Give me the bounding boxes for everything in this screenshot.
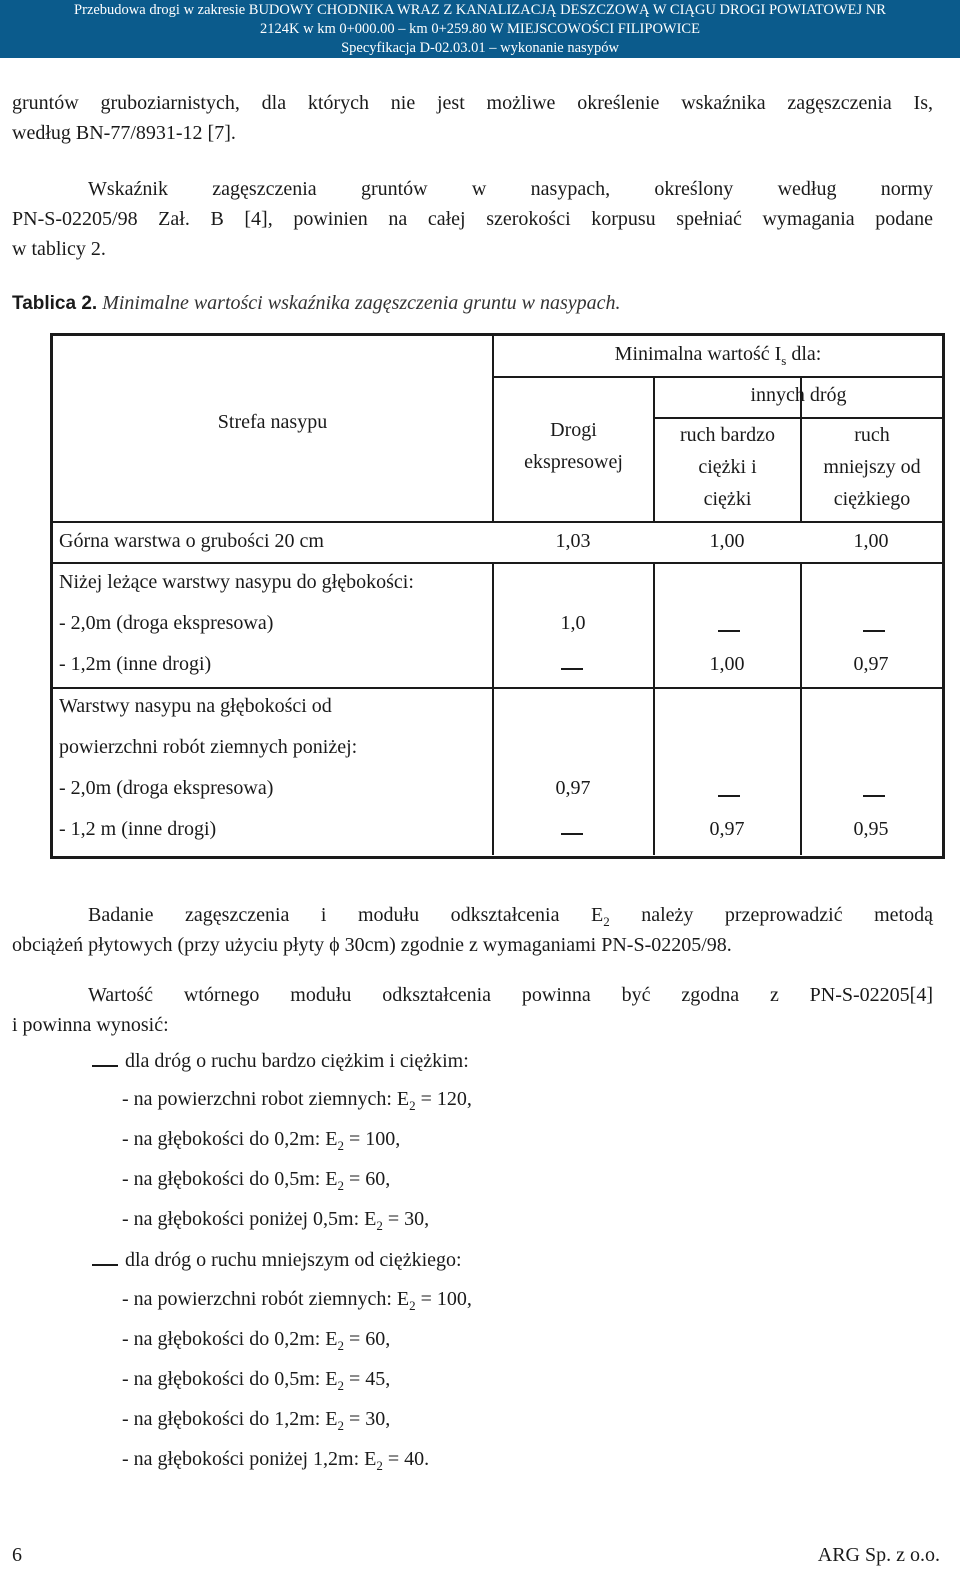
list-item: - na głębokości do 0,5m: $E_2 = 60$, (122, 1168, 391, 1193)
header-light-traffic: ruch mniejszy od ciężkiego (823, 424, 921, 510)
header-zone: Strefa nasypu (217, 411, 328, 433)
list-item: - na głębokości poniżej 1,2m: $E_2 = 40$. (122, 1448, 430, 1473)
para2-line-2: PN-S-02205/98 Zał. B [4], powinien na całej szerokości korpusu spełniać wymagania podane (12, 208, 933, 230)
list-dash (92, 1264, 118, 1266)
row-deep-other-label: - 1,2 m (inne drogi) (59, 818, 217, 840)
intro-line-2: według BN-77/8931-12 [7]. (12, 122, 236, 144)
dash (561, 668, 583, 670)
dash (561, 833, 583, 835)
row-deep-express-label: - 2,0m (droga ekspresowa) (59, 777, 274, 799)
list-item: - na głębokości poniżej 0,5m: $E_2 = 30$, (122, 1208, 430, 1233)
table-caption: Minimalne wartości wskaźnika zagęszczenia gruntu w nasypach. (102, 292, 621, 314)
list-group-heavy: dla dróg o ruchu bardzo ciężkim i ciężkim: (125, 1050, 469, 1072)
table-number: Tablica 2. (12, 293, 98, 314)
row-lower-express-value: 1,0 (560, 612, 586, 634)
row-lower-other-label: - 1,2m (inne drogi) (59, 653, 212, 675)
row-deep-layers-title-1: Warstwy nasypu na głębokości od (59, 695, 332, 717)
document-header (0, 0, 960, 58)
row-lower-express-label: - 2,0m (droga ekspresowa) (59, 612, 274, 634)
list-group-light: dla dróg o ruchu mniejszym od ciężkiego: (125, 1249, 462, 1271)
list-dash (92, 1065, 118, 1067)
header-other-roads: innych dróg (750, 384, 847, 406)
list-item: - na powierzchni robot ziemnych: $E_2 = 120$, (122, 1088, 472, 1113)
list-item: - na głębokości do 0,2m: $E_2 = 100$, (122, 1128, 401, 1153)
row-top-layer-label: Górna warstwa o grubości 20 cm (59, 530, 324, 552)
header-heavy-traffic: ruch bardzo ciężki i ciężki (680, 424, 775, 510)
row-deep-layers-title-2: powierzchni robót ziemnych poniżej: (59, 736, 358, 758)
row-deep-other-heavy: 0,97 (709, 818, 745, 840)
para3-line-1: Badanie zagęszczenia i modułu odkształcenia $E_2$ należy przeprowadzić metodą (88, 904, 933, 929)
para3-line-2: obciążeń płytowych (przy użyciu płyty ϕ 30cm) zgodnie z wymaganiami PN-S-02205/98. (12, 934, 732, 956)
header-express: Drogi ekspresowej (524, 419, 623, 473)
dash (863, 630, 885, 632)
row-top-layer-express: 1,03 (555, 530, 591, 552)
header-line-2: 2124K w km 0+000.00 – km 0+259.80 W MIEJSCOWOŚCI FILIPOWICE (260, 21, 700, 37)
header-min-value: Minimalna wartość $I_s$ dla: (614, 343, 822, 368)
list-item: - na głębokości do 0,2m: $E_2 = 60$, (122, 1328, 391, 1353)
para2-line-1: Wskaźnik zagęszczenia gruntów w nasypach, określony według normy (88, 178, 933, 200)
para4-line-1: Wartość wtórnego modułu odkształcenia powinna być zgodna z PN-S-02205[4] (88, 984, 933, 1006)
row-top-layer-heavy: 1,00 (709, 530, 745, 552)
row-top-layer-light: 1,00 (853, 530, 889, 552)
row-lower-other-light: 0,97 (853, 653, 889, 675)
header-line-3: Specyfikacja D-02.03.01 – wykonanie nasypów (341, 40, 619, 56)
dash (718, 795, 740, 797)
row-deep-other-light: 0,95 (853, 818, 889, 840)
list-item: - na głębokości do 0,5m: $E_2 = 45$, (122, 1368, 391, 1393)
row-lower-other-heavy: 1,00 (709, 653, 745, 675)
table-title (12, 292, 621, 315)
list-item: - na głębokości do 1,2m: $E_2 = 30$, (122, 1408, 391, 1433)
row-lower-layers-title: Niżej leżące warstwy nasypu do głębokości: (59, 571, 414, 593)
dash (718, 630, 740, 632)
intro-line-1: gruntów gruboziarnistych, dla których nie jest możliwe określenie wskaźnika zagęszczenia Is, (12, 92, 933, 114)
para4-line-2: i powinna wynosić: (12, 1014, 169, 1036)
para2-line-3: w tablicy 2. (12, 238, 106, 260)
header-line-1: Przebudowa drogi w zakresie BUDOWY CHODNIKA WRAZ Z KANALIZACJĄ DESZCZOWĄ W CIĄGU DROGI POWIATOWEJ NR (74, 2, 886, 18)
dash (863, 795, 885, 797)
compaction-table (50, 333, 945, 859)
company-name: ARG Sp. z o.o. (817, 1544, 940, 1566)
page-number: 6 (12, 1544, 22, 1566)
row-deep-express-value: 0,97 (555, 777, 591, 799)
list-item: - na powierzchni robót ziemnych: $E_2 = 100$, (122, 1288, 472, 1313)
